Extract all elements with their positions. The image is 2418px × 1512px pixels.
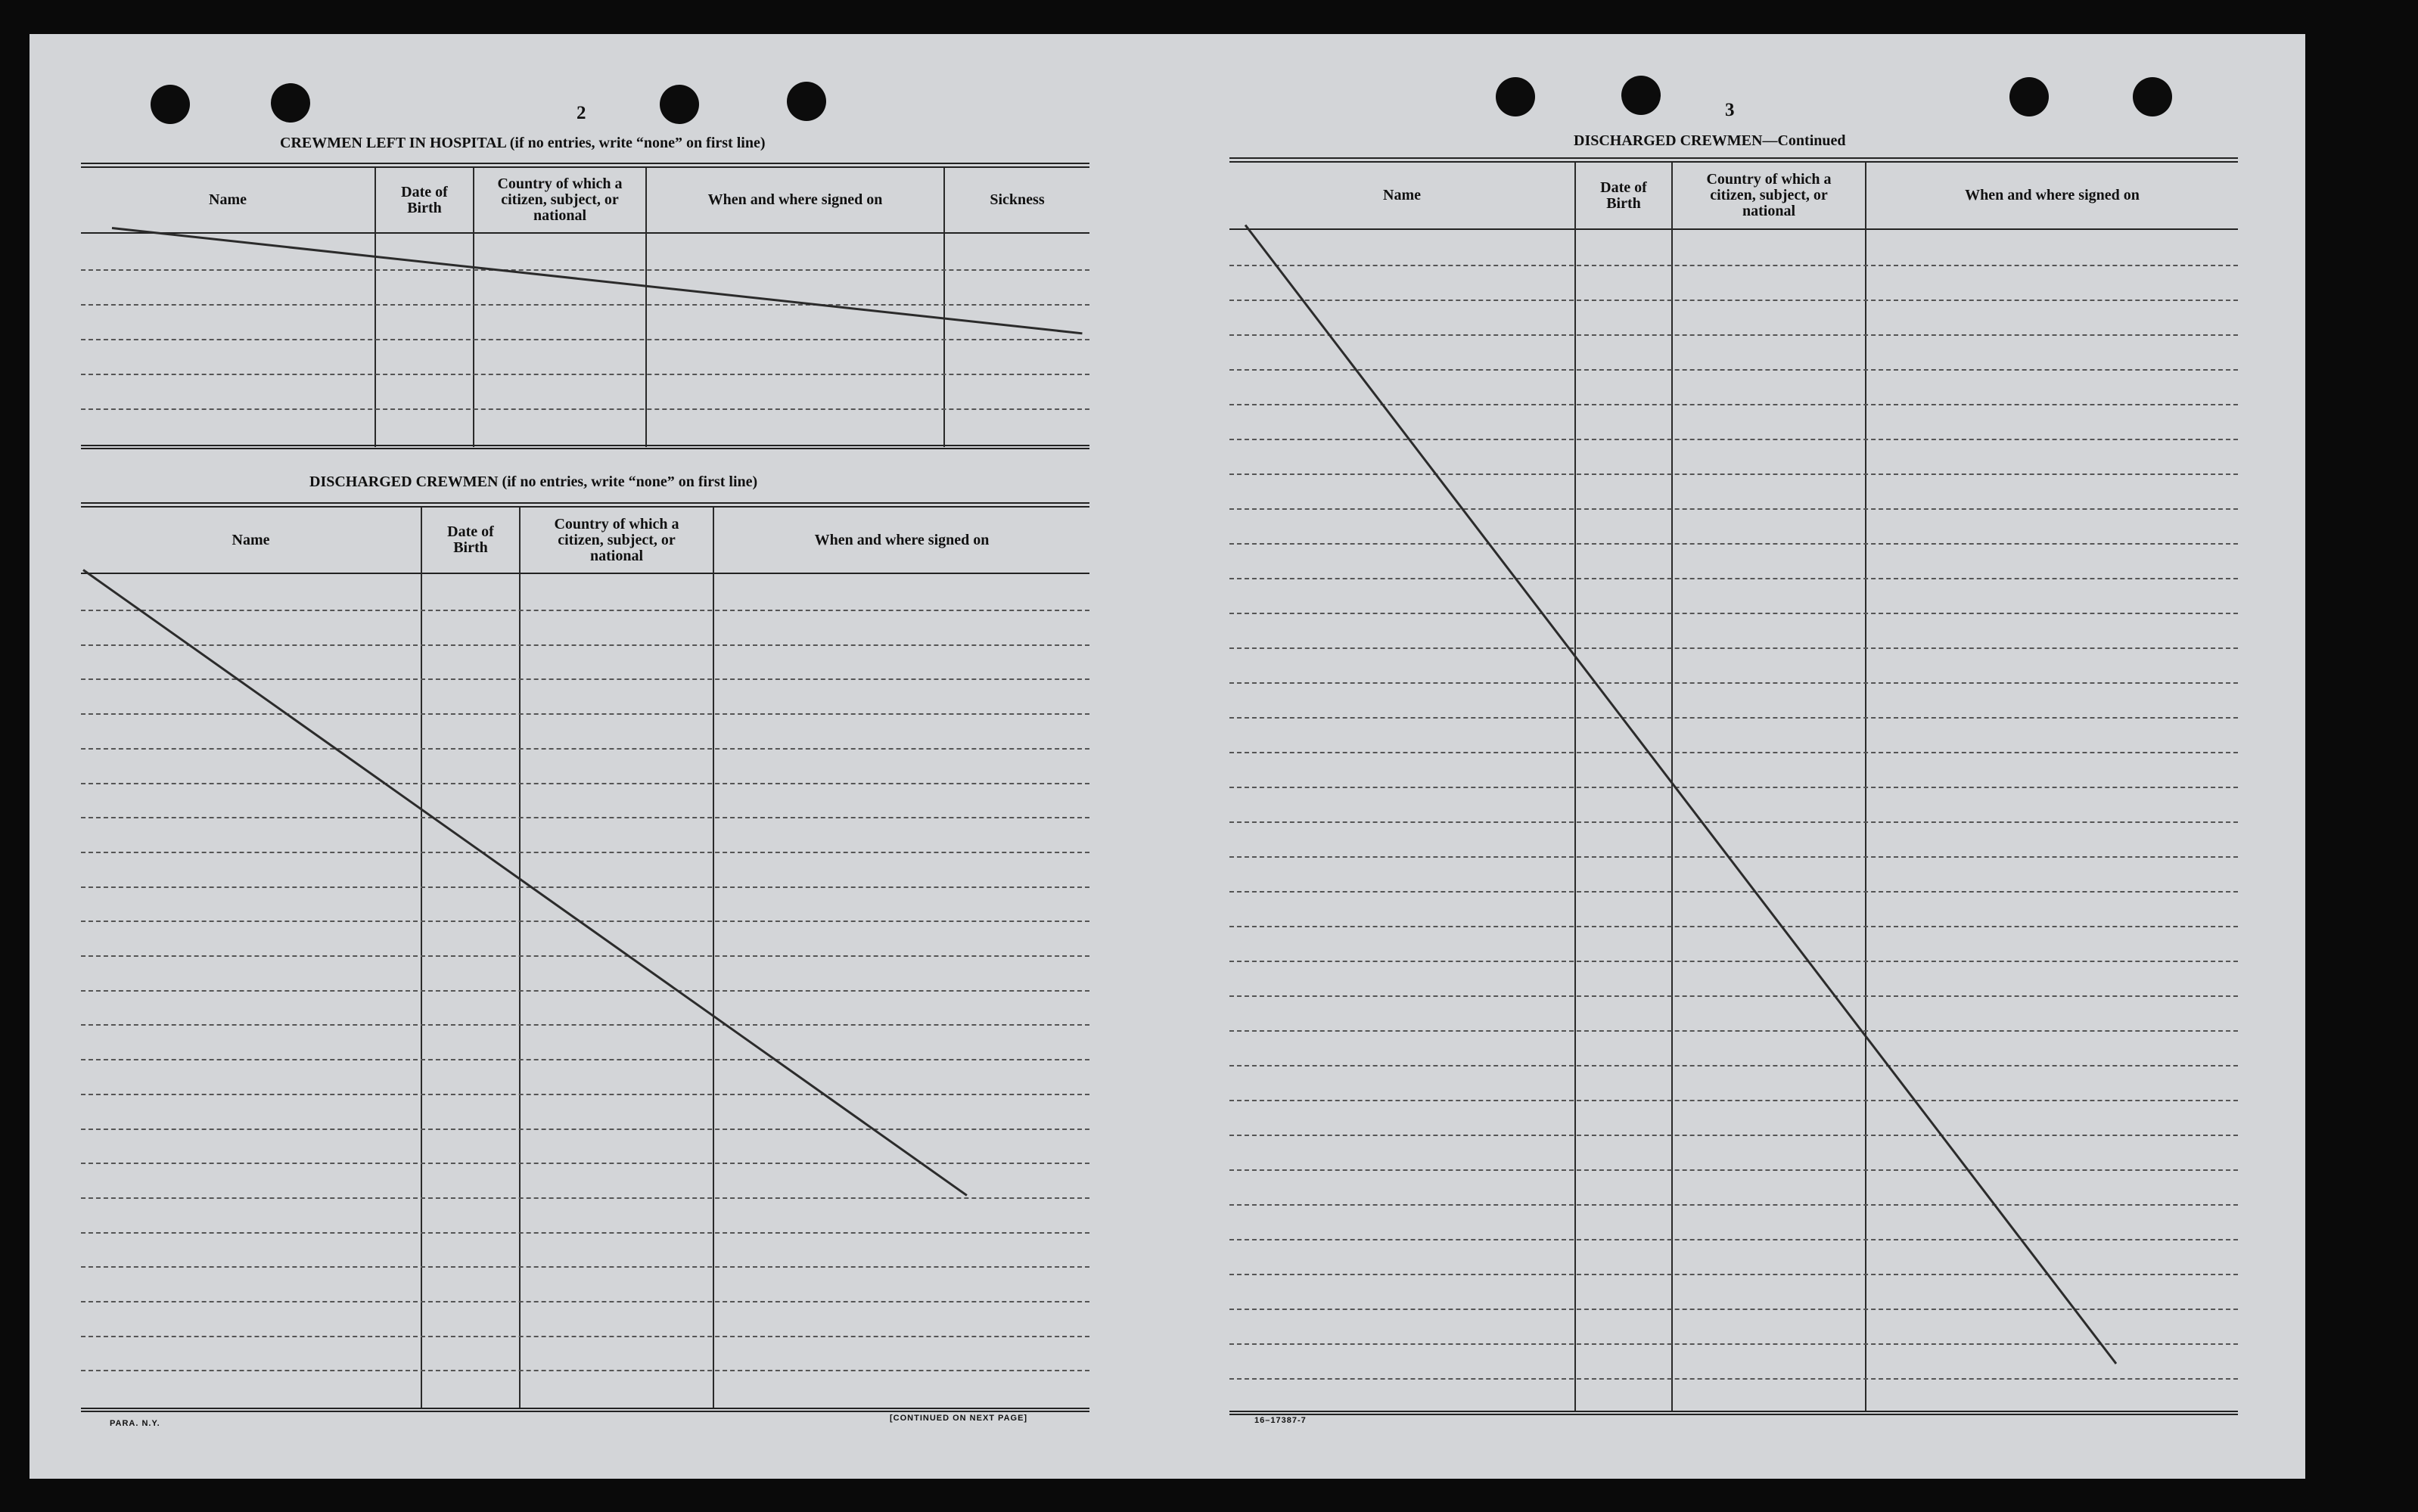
- column-divider: [421, 508, 422, 1408]
- table-bottom-rule: [81, 1408, 1089, 1412]
- entry-line: [1229, 995, 2238, 997]
- entry-line: [1229, 613, 2238, 614]
- entry-line: [81, 408, 1089, 410]
- entry-line: [81, 1232, 1089, 1234]
- column-divider: [713, 508, 714, 1408]
- punch-hole: [151, 85, 190, 124]
- table-header: [81, 508, 1089, 574]
- entry-line: [1229, 926, 2238, 927]
- table-bottom-rule: [81, 445, 1089, 449]
- footer-continued-note: [CONTINUED ON NEXT PAGE]: [890, 1414, 1028, 1423]
- entry-line: [81, 1197, 1089, 1199]
- entry-line: [81, 1370, 1089, 1371]
- footer-printer-mark: PARA. N.Y.: [110, 1419, 160, 1428]
- entry-line: [1229, 787, 2238, 788]
- footer-form-number: 16–17387-7: [1254, 1416, 1307, 1425]
- column-divider: [473, 168, 474, 447]
- discharged-table: [81, 502, 1089, 1415]
- entry-line: [1229, 752, 2238, 753]
- discharged-continued-table: [1229, 157, 2238, 1418]
- entry-line: [1229, 1204, 2238, 1206]
- entry-line: [81, 269, 1089, 271]
- entry-line: [1229, 334, 2238, 336]
- entry-line: [1229, 1065, 2238, 1066]
- entry-line: [1229, 647, 2238, 649]
- punch-hole: [1621, 76, 1661, 115]
- entry-line: [1229, 1239, 2238, 1240]
- entry-line: [81, 374, 1089, 375]
- entry-line: [1229, 1135, 2238, 1136]
- column-header-country: Country of which a citizen, subject, or national: [497, 175, 623, 224]
- column-header-date-of-birth: Date of Birth: [1600, 179, 1647, 212]
- entry-line: [81, 1094, 1089, 1095]
- entry-line: [1229, 961, 2238, 962]
- entry-line: [81, 1266, 1089, 1268]
- punch-hole: [271, 83, 310, 123]
- entry-line: [81, 339, 1089, 340]
- entry-line: [1229, 1378, 2238, 1380]
- entry-line: [1229, 543, 2238, 545]
- column-header-country: Country of which a citizen, subject, or national: [554, 515, 679, 564]
- column-header-when-where-signed: When and where signed on: [1965, 187, 2140, 203]
- column-header-date-of-birth: Date of Birth: [401, 183, 448, 216]
- entry-line: [81, 678, 1089, 680]
- column-header-name: Name: [209, 191, 247, 208]
- entry-line: [81, 610, 1089, 611]
- entry-line: [1229, 856, 2238, 858]
- entry-line: [1229, 717, 2238, 719]
- entry-line: [1229, 1169, 2238, 1171]
- entry-line: [81, 748, 1089, 750]
- entry-line: [1229, 265, 2238, 266]
- punch-hole: [1496, 77, 1535, 116]
- punch-hole: [2009, 77, 2049, 116]
- column-divider: [375, 168, 376, 447]
- entry-line: [1229, 1309, 2238, 1310]
- entry-line: [81, 713, 1089, 715]
- entry-line: [81, 817, 1089, 818]
- entry-line: [1229, 578, 2238, 579]
- entry-line: [81, 1129, 1089, 1130]
- section-title-hospital: CREWMEN LEFT IN HOSPITAL (if no entries, write “none” on first line): [280, 135, 766, 151]
- entry-line: [1229, 821, 2238, 823]
- page-number: 2: [577, 103, 586, 123]
- entry-line: [1229, 682, 2238, 684]
- entry-line: [81, 783, 1089, 784]
- entry-line: [81, 1163, 1089, 1164]
- entry-line: [1229, 1274, 2238, 1275]
- entry-line: [81, 644, 1089, 646]
- column-divider: [943, 168, 945, 447]
- section-title-discharged: DISCHARGED CREWMEN (if no entries, write “none” on first line): [309, 473, 758, 490]
- column-divider: [645, 168, 647, 447]
- table-header: [1229, 163, 2238, 230]
- entry-line: [81, 852, 1089, 853]
- entry-line: [81, 1059, 1089, 1060]
- entry-line: [81, 1336, 1089, 1337]
- column-header-name: Name: [232, 531, 270, 548]
- entry-line: [1229, 1343, 2238, 1345]
- page-number: 3: [1725, 100, 1735, 120]
- table-bottom-rule: [1229, 1411, 2238, 1415]
- entry-line: [1229, 1030, 2238, 1032]
- entry-line: [81, 886, 1089, 888]
- entry-line: [1229, 369, 2238, 371]
- column-header-date-of-birth: Date of Birth: [447, 523, 494, 556]
- entry-line: [1229, 891, 2238, 893]
- punch-hole: [787, 82, 826, 121]
- column-header-name: Name: [1383, 187, 1421, 203]
- column-header-when-where-signed: When and where signed on: [707, 191, 883, 208]
- column-header-country: Country of which a citizen, subject, or national: [1706, 171, 1832, 219]
- column-header-sickness: Sickness: [990, 191, 1045, 208]
- entry-line: [1229, 508, 2238, 510]
- entry-line: [81, 304, 1089, 306]
- entry-line: [81, 921, 1089, 922]
- column-divider: [519, 508, 521, 1408]
- table-header: [81, 168, 1089, 234]
- punch-hole: [2133, 77, 2172, 116]
- entry-line: [81, 1301, 1089, 1302]
- punch-hole: [660, 85, 699, 124]
- entry-line: [81, 990, 1089, 992]
- hospital-table: [81, 163, 1089, 452]
- entry-line: [1229, 473, 2238, 475]
- entry-line: [81, 1024, 1089, 1026]
- column-header-when-where-signed: When and where signed on: [814, 531, 990, 548]
- entry-line: [1229, 1100, 2238, 1101]
- entry-line: [1229, 300, 2238, 301]
- section-title-discharged-continued: DISCHARGED CREWMEN—Continued: [1574, 132, 1846, 149]
- entry-line: [81, 955, 1089, 957]
- entry-line: [1229, 439, 2238, 440]
